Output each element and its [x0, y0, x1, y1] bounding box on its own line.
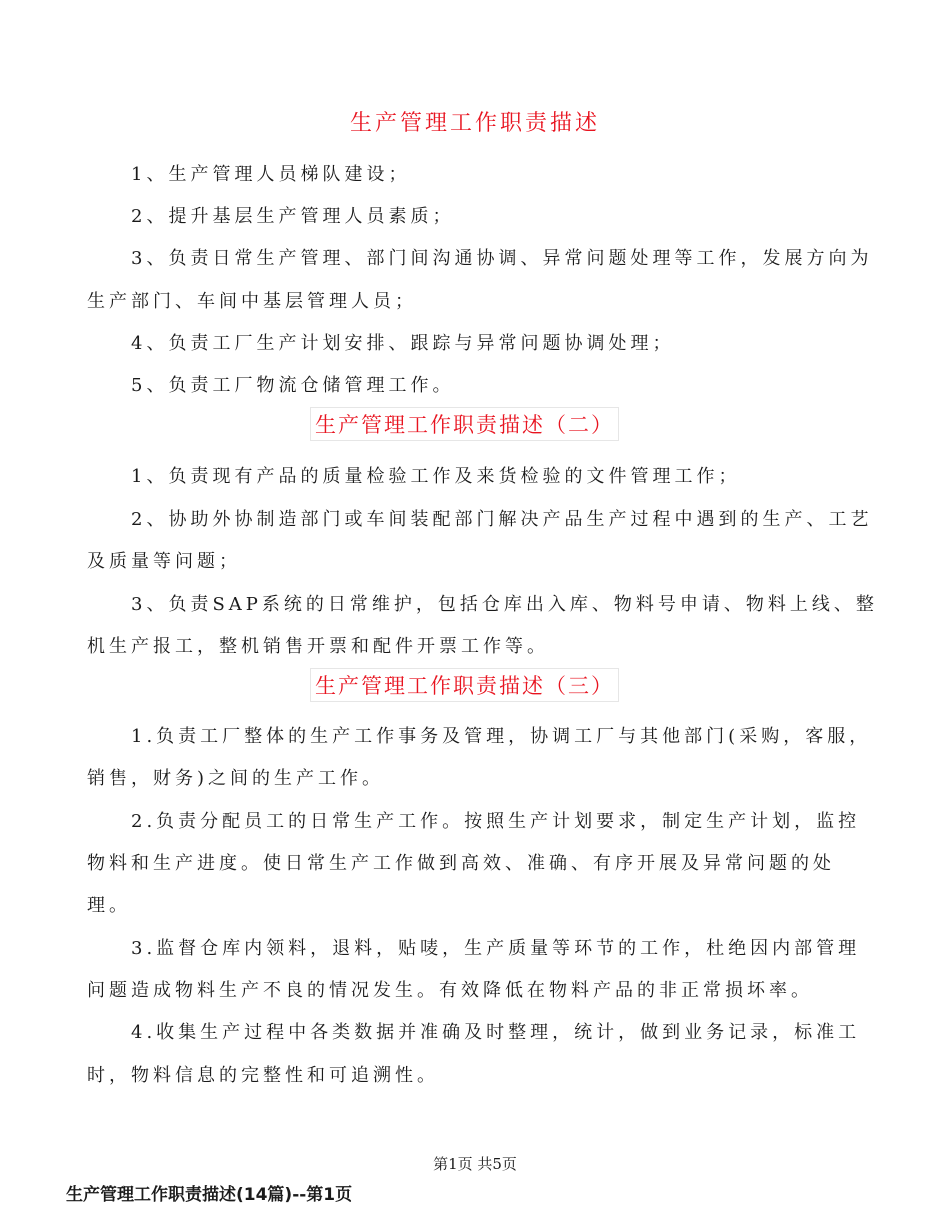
- section1-line: 2、提升基层生产管理人员素质；: [131, 206, 455, 227]
- section3-line: 销售，财务)之间的生产工作。: [87, 768, 385, 789]
- section3-line: 3.监督仓库内领料，退料，贴唛，生产质量等环节的工作，杜绝因内部管理: [131, 938, 861, 959]
- section3-line: 问题造成物料生产不良的情况发生。有效降低在物料产品的非正常损坏率。: [87, 980, 813, 1001]
- section2-line: 机生产报工，整机销售开票和配件开票工作等。: [87, 636, 549, 657]
- section3-line: 理。: [87, 895, 131, 916]
- section2-line: 3、负责SAP系统的日常维护，包括仓库出入库、物料号申请、物料上线、整: [131, 594, 878, 615]
- section2-line: 2、协助外协制造部门或车间装配部门解决产品生产过程中遇到的生产、工艺: [131, 509, 873, 530]
- section1-line: 3、负责日常生产管理、部门间沟通协调、异常问题处理等工作，发展方向为: [131, 248, 873, 269]
- section3-line: 4.收集生产过程中各类数据并准确及时整理，统计，做到业务记录，标准工: [131, 1022, 861, 1043]
- section3-title: 生产管理工作职责描述（三）: [310, 668, 619, 702]
- section3-line: 1.负责工厂整体的生产工作事务及管理，协调工厂与其他部门(采购，客服，: [131, 726, 872, 747]
- section1-line: 5、负责工厂物流仓储管理工作。: [131, 375, 455, 396]
- document-title: 生产管理工作职责描述: [349, 111, 600, 136]
- section3-line: 时，物料信息的完整性和可追溯性。: [87, 1065, 439, 1086]
- page-number: 第1页 共5页: [433, 1155, 517, 1173]
- section2-line: 1、负责现有产品的质量检验工作及来货检验的文件管理工作；: [131, 466, 741, 487]
- section1-line: 4、负责工厂生产计划安排、跟踪与异常问题协调处理；: [131, 333, 675, 354]
- section2-line: 及质量等问题；: [87, 551, 241, 572]
- document-footer-label: 生产管理工作职责描述(14篇)--第1页: [66, 1185, 353, 1205]
- section1-line: 1、生产管理人员梯队建设；: [131, 164, 411, 185]
- section3-line: 物料和生产进度。使日常生产工作做到高效、准确、有序开展及异常问题的处: [87, 853, 835, 874]
- section1-line: 生产部门、车间中基层管理人员；: [87, 291, 417, 312]
- section2-title: 生产管理工作职责描述（二）: [310, 407, 619, 441]
- section3-line: 2.负责分配员工的日常生产工作。按照生产计划要求，制定生产计划，监控: [131, 811, 861, 832]
